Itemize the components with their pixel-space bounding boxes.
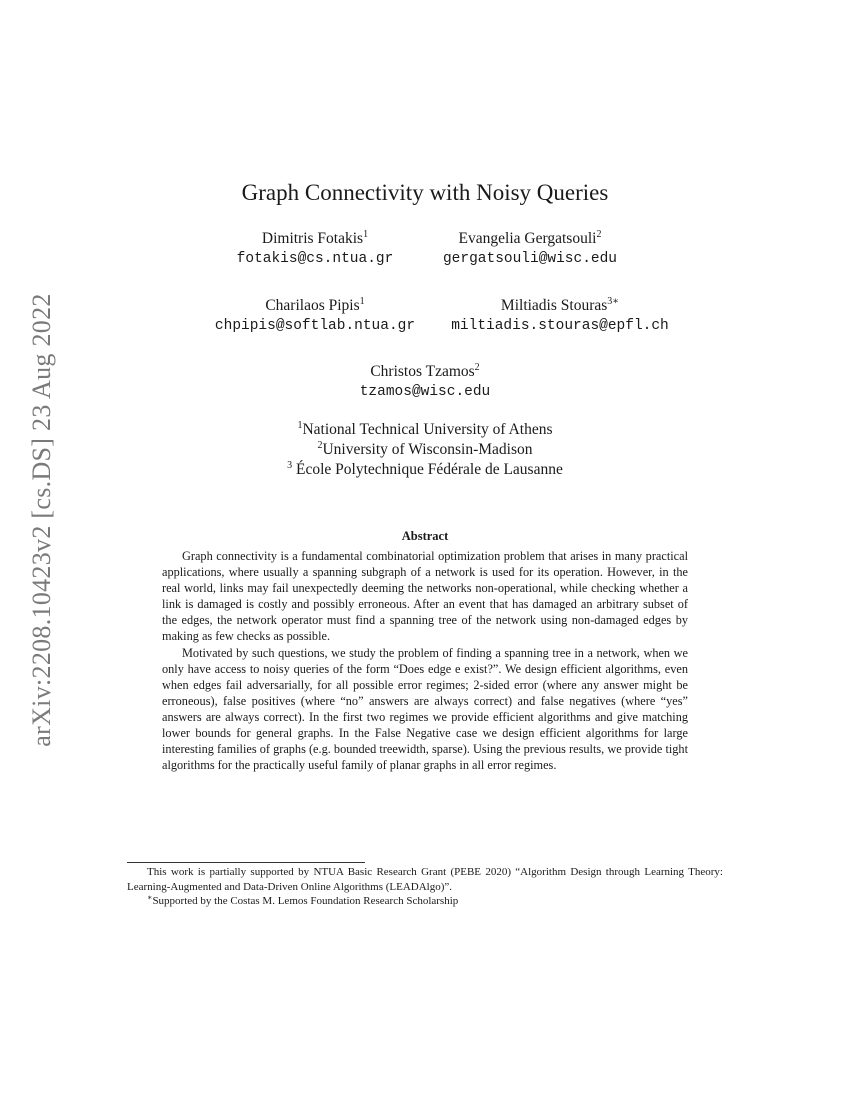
abstract-heading: Abstract xyxy=(401,529,449,543)
affiliations xyxy=(0,420,850,480)
affiliation-line: $^1$National Technical University of Athens xyxy=(297,420,553,438)
affiliation-mark: 2 xyxy=(317,440,323,451)
author-email: tzamos@wisc.edu xyxy=(359,384,491,400)
affiliation-line: $^3$ École Polytechnique Fédérale de Lausanne xyxy=(287,460,563,478)
author-mark: 2 xyxy=(474,362,480,373)
author-name: Miltiadis Stouras$^{3∗}$ xyxy=(500,296,620,314)
affiliation-mark: 1 xyxy=(297,420,303,431)
author-mark: 1 xyxy=(363,229,369,240)
author-name: Christos Tzamos$^2$ xyxy=(370,362,480,380)
author-block xyxy=(190,296,440,336)
footnote-mark: ∗ xyxy=(147,893,153,902)
abstract-body xyxy=(162,548,688,773)
author-name: Dimitris Fotakis$^1$ xyxy=(261,229,369,247)
footnote: This work is partially supported by NTUA Basic Research Grant (PEBE 2020) “Algorithm Design through Learning Theory: Learning-Augmented and Data-Driven Online Algorithms (LEADAlgo)”. xyxy=(127,866,723,893)
author-email: miltiadis.stouras@epfl.ch xyxy=(451,318,669,334)
affiliation-line: $^2$University of Wisconsin-Madison xyxy=(317,440,533,458)
author-name: Charilaos Pipis$^1$ xyxy=(265,296,365,314)
footnote-rule xyxy=(127,862,365,863)
author-mark: 2 xyxy=(596,229,602,240)
author-block xyxy=(425,296,695,336)
author-email: fotakis@cs.ntua.gr xyxy=(236,251,394,267)
author-block xyxy=(420,229,640,269)
arxiv-identifier-stamp xyxy=(22,290,62,750)
author-email: chpipis@softlab.ntua.gr xyxy=(214,318,416,334)
footnote: ∗Supported by the Costas M. Lemos Foundation Research Scholarship xyxy=(147,893,459,907)
author-name: Evangelia Gergatsouli$^2$ xyxy=(458,229,602,247)
footnotes xyxy=(127,865,723,909)
arxiv-identifier-text: arXiv:2208.10423v2 [cs.DS] 23 Aug 2022 xyxy=(27,293,56,747)
author-block xyxy=(325,362,525,402)
author-block xyxy=(215,229,415,269)
author-email: gergatsouli@wisc.edu xyxy=(442,251,618,267)
paper-title: Graph Connectivity with Noisy Queries xyxy=(241,180,609,205)
abstract-paragraph: Graph connectivity is a fundamental combinatorial optimization problem that arises in many practical applications, where usually a spanning subgraph of a network is used for its operation. However, in the real world, links may fail unexpectedly deeming the networks non-operational, while checking whether a link is damaged is costly and possibly erroneous. After an event that has damaged an arbitrary subset of the edges, the network operator must find a spanning tree of the network using non-damaged edges by making as few checks as possible. xyxy=(162,549,688,644)
affiliation-mark: 3 xyxy=(287,460,293,471)
author-mark: 3∗ xyxy=(607,296,620,307)
abstract-paragraph: Motivated by such questions, we study the problem of finding a spanning tree in a network, when we only have access to noisy queries of the form “Does edge e exist?”. We design efficient algorithms, even when edges fail adversarially, for all possible error regimes; 2-sided error (where any answer might be erroneous), false positives (where “no” answers are always correct) and false negatives (where “yes” answers are always correct). In the first two regimes we provide efficient algorithms and give matching lower bounds for general graphs. In the False Negative case we design efficient algorithms for large interesting families of graphs (e.g. bounded treewidth, sparse). Using the previous results, we provide tight algorithms for the practically useful family of planar graphs in all error regimes. xyxy=(162,645,688,773)
author-mark: 1 xyxy=(359,296,365,307)
